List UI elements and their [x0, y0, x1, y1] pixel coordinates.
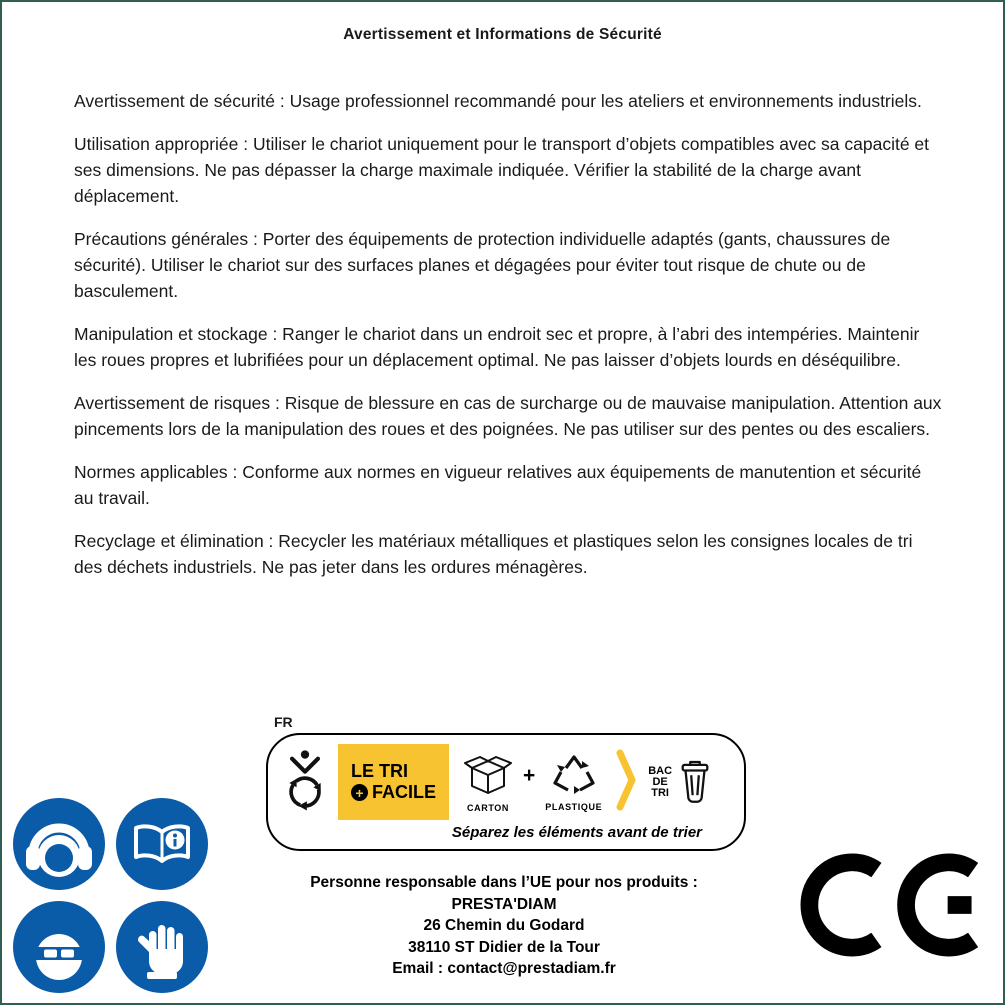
le-tri-facile-banner	[338, 744, 449, 820]
safety-paragraph: Utilisation appropriée : Utiliser le chariot uniquement pour le transport d’objets compatibles avec sa capacité et ses dimensions. Ne pas dépasser la charge maximale indiquée. Vérifier la stabilité de la charge avant déplacement.	[74, 134, 930, 206]
page-title: Avertissement et Informations de Sécurité	[343, 26, 662, 43]
bin-label: BAC DE TRI	[648, 764, 673, 799]
responsible-address-line1: 26 Chemin du Godard	[423, 917, 585, 934]
facile-text: FACILE	[372, 782, 437, 802]
plus-icon: +	[351, 784, 368, 801]
responsible-company: PRESTA'DIAM	[451, 895, 557, 913]
sorting-label-box	[266, 733, 746, 851]
mandatory-icons-grid	[11, 796, 210, 995]
material-carton	[463, 752, 513, 813]
safety-paragraph: Manipulation et stockage : Ranger le chariot dans un endroit sec et propre, à l’abri des intempéries. Maintenir les roues propres et lubrifiées pour un déplacement optimal. Ne pas laisser d’objets lourds en déséquilibre.	[74, 324, 920, 370]
safety-paragraph: Avertissement de risques : Risque de blessure en cas de surcharge ou de mauvaise manipulation. Attention aux pincements lors de la manipulation des roues et des poignées. Ne pas utiliser sur des pentes ou des escaliers.	[74, 393, 942, 439]
material-label: CARTON	[467, 802, 509, 813]
eu-responsible-block	[254, 872, 754, 980]
ce-marking-icon	[800, 853, 983, 962]
ear-protection-icon	[11, 796, 107, 892]
triman-icon	[280, 749, 330, 816]
recycling-triangle-icon	[551, 753, 597, 800]
safety-paragraph: Avertissement de sécurité : Usage professionnel recommandé pour les ateliers et environnements industriels.	[74, 91, 922, 111]
eye-protection-icon	[11, 899, 107, 995]
plus-separator: +	[523, 764, 536, 787]
carton-box-icon	[463, 752, 513, 801]
responsible-email: Email : contact@prestadiam.fr	[392, 960, 616, 977]
safety-paragraph: Précautions générales : Porter des équipements de protection individuelle adaptés (gants, chaussures de sécurité). Utiliser le chariot sur des surfaces planes et dégagées pour éviter tout risque de chute ou de basculement.	[74, 229, 891, 301]
sorting-footnote: Séparez les éléments avant de trier	[451, 824, 702, 841]
safety-paragraph: Normes applicables : Conforme aux normes en vigueur relatives aux équipements de manutention et sécurité au travail.	[74, 462, 922, 508]
protective-gloves-icon	[114, 899, 210, 995]
sorting-bin-icon	[677, 754, 713, 811]
safety-paragraph: Recyclage et élimination : Recycler les matériaux métalliques et plastiques selon les consignes locales de tri des déchets industriels. Ne pas jeter dans les ordures ménagères.	[74, 531, 913, 577]
sorting-label-row	[280, 744, 728, 820]
responsible-intro: Personne responsable dans l’UE pour nos produits :	[310, 874, 698, 891]
responsible-address-line2: 38110 ST Didier de la Tour	[408, 938, 600, 956]
material-plastique	[545, 753, 602, 812]
sorting-bin-group	[648, 754, 713, 811]
read-manual-icon	[114, 796, 210, 892]
safety-paragraphs	[74, 88, 942, 597]
le-tri-text: LE TRI	[351, 761, 408, 781]
materials-group	[457, 752, 608, 813]
country-code-label: FR	[274, 714, 293, 730]
material-label: PLASTIQUE	[545, 801, 603, 812]
recycling-sorting-label	[266, 714, 746, 851]
chevron-right-icon	[616, 748, 638, 817]
